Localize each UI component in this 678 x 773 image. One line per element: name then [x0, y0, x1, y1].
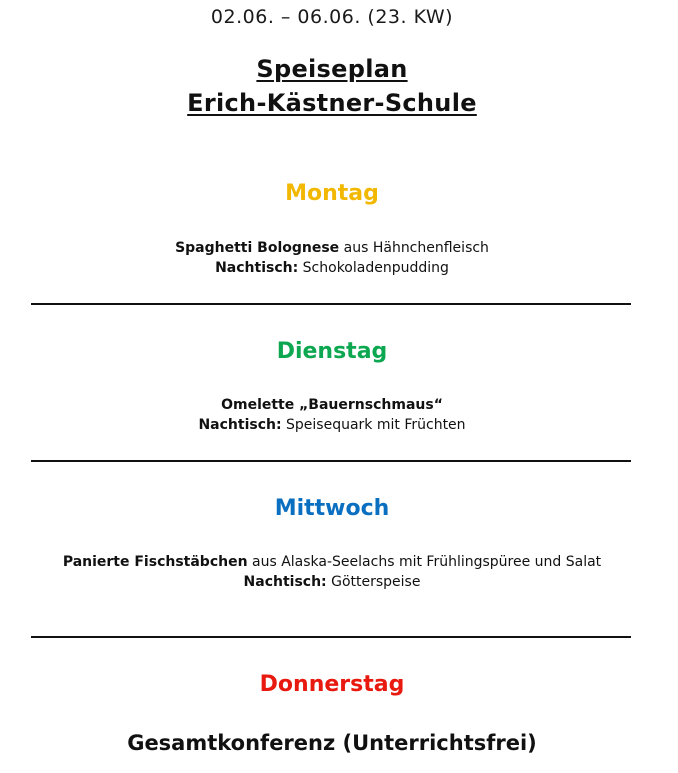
divider: [31, 460, 631, 462]
day-heading-dienstag: Dienstag: [276, 339, 388, 364]
dish-name: Spaghetti Bolognese: [175, 240, 340, 256]
dessert-line-montag: [0, 258, 664, 278]
week-range: 02.06. – 06.06. (23. KW): [210, 6, 454, 28]
dish-name: Omelette „Bauernschmaus“: [221, 397, 443, 413]
divider: [31, 636, 631, 638]
dish-line-dienstag: [0, 395, 664, 415]
dish-line-mittwoch: [0, 552, 664, 572]
dessert-line-mittwoch: [0, 572, 664, 592]
divider: [31, 303, 631, 305]
dessert-label: Nachtisch:: [215, 260, 299, 276]
day-heading-montag: Montag: [285, 181, 379, 206]
dessert-label: Nachtisch:: [198, 417, 282, 433]
school-name: Erich-Kästner-Schule: [187, 89, 477, 117]
dish-detail: aus Hähnchenfleisch: [339, 240, 489, 256]
closure-note: Gesamtkonferenz (Unterrichtsfrei): [127, 731, 537, 755]
dish-name: Panierte Fischstäbchen: [62, 554, 248, 570]
dessert-name: Speisequark mit Früchten: [281, 417, 466, 433]
dessert-label: Nachtisch:: [243, 574, 327, 590]
dish-line-montag: [0, 238, 664, 258]
day-heading-mittwoch: Mittwoch: [274, 496, 390, 521]
day-heading-donnerstag: Donnerstag: [259, 672, 405, 697]
dessert-name: Götterspeise: [326, 574, 421, 590]
dish-detail: aus Alaska-Seelachs mit Frühlingspüree und Salat: [247, 554, 602, 570]
dessert-name: Schokoladenpudding: [298, 260, 449, 276]
page-title: Speiseplan: [256, 55, 408, 83]
dessert-line-dienstag: [0, 415, 664, 435]
